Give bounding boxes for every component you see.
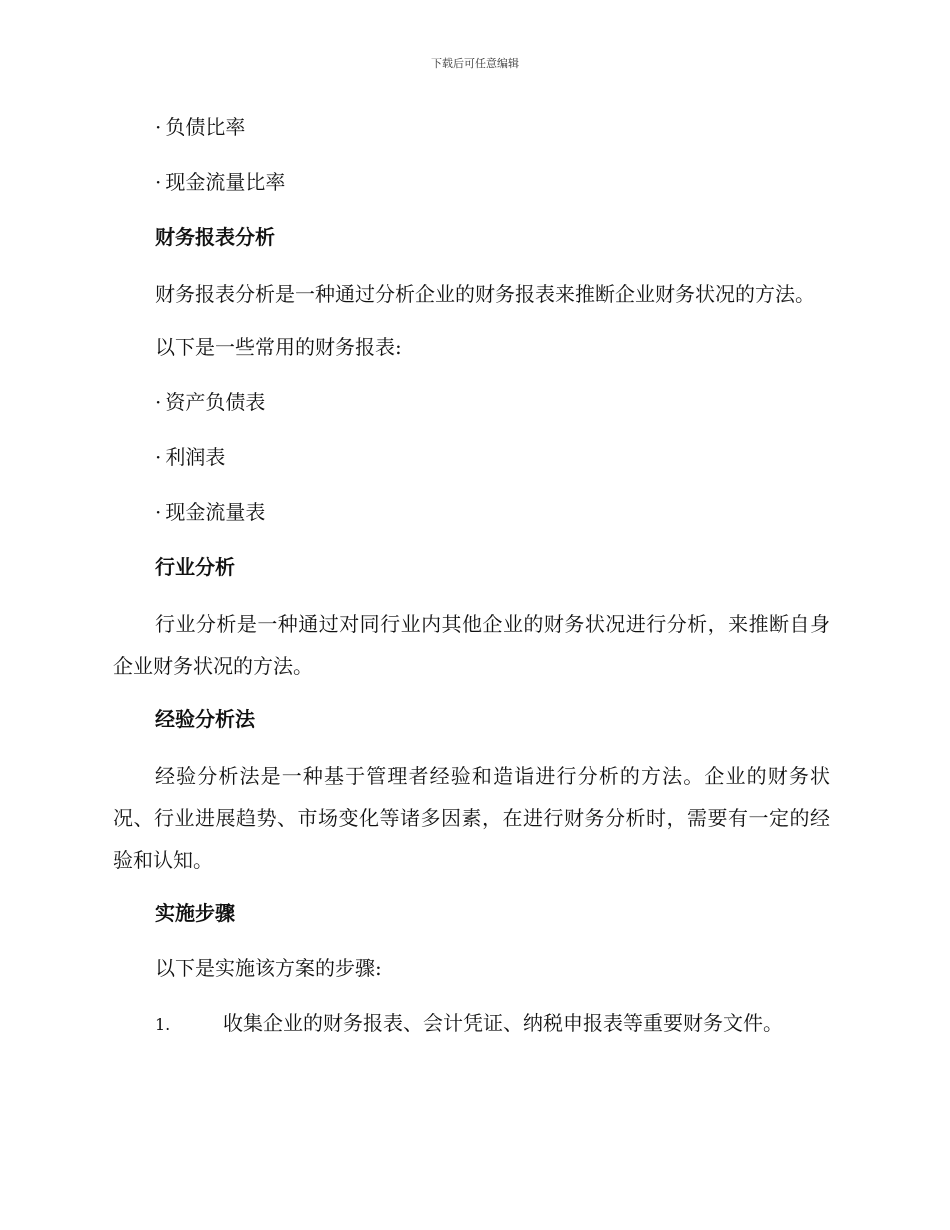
paragraph-financial-statement: 财务报表分析是一种通过分析企业的财务报表来推断企业财务状况的方法。 [155,282,815,306]
bullet-dot: · [155,390,162,414]
bullet-dot: · [155,115,162,139]
bullet-text: 负债比率 [165,115,246,139]
bullet-text: 利润表 [165,445,226,469]
paragraph-experience: 经验分析法是一种基于管理者经验和造诣进行分析的方法。企业的财务状况、行业进展趋势、市场变化等诸多因素，在进行财务分析时，需要有一定的经验和认知。 [113,764,830,872]
section-heading-financial-statement: 财务报表分析 [155,225,275,249]
document-body [113,108,830,1044]
bullet-dot: · [155,445,162,469]
step-text: 收集企业的财务报表、会计凭证、纳税申报表等重要财务文件。 [223,1011,783,1035]
bullet-text: 资产负债表 [165,390,266,414]
header-note: 下载后可任意编辑 [431,57,519,70]
section-heading-industry: 行业分析 [155,555,235,579]
bullet-dot: · [155,170,162,194]
step-number: 1. [155,1015,171,1034]
section-heading-experience: 经验分析法 [155,707,255,731]
paragraph-industry: 行业分析是一种通过对同行业内其他企业的财务状况进行分析，来推断自身企业财务状况的方法。 [113,612,830,678]
section-heading-steps: 实施步骤 [155,901,235,925]
bullet-dot: · [155,500,162,524]
bullet-item [113,493,830,531]
bullet-text: 现金流量比率 [165,170,286,194]
intro-financial-statement: 以下是一些常用的财务报表: [155,335,402,359]
bullet-item [113,108,830,146]
bullet-item [113,438,830,476]
bullet-text: 现金流量表 [165,500,266,524]
intro-steps: 以下是实施该方案的步骤: [155,956,382,980]
numbered-step [113,1004,830,1044]
bullet-item [113,383,830,421]
bullet-item [113,163,830,201]
